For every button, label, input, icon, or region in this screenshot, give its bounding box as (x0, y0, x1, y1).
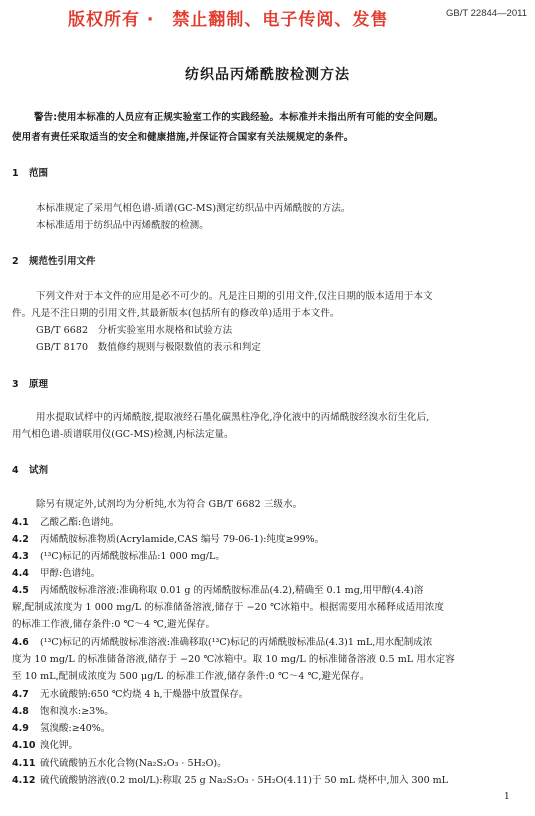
item-continuation: 的标准工作液,储存条件:0 ℃～4 ℃,避光保存。 (12, 619, 216, 630)
section-heading-principle (12, 376, 48, 390)
normative-line-1: 下列文件对于本文件的应用是必不可少的。凡是注日期的引用文件,仅注日期的版本适用于本文 (36, 291, 433, 302)
item-number: 4.1 (12, 517, 29, 528)
item-number: 4.10 (12, 740, 36, 751)
item-number: 4.5 (12, 585, 29, 596)
page-number: 1 (504, 792, 510, 802)
section-title: 原理 (29, 379, 49, 390)
scope-line-2: 本标准适用于纺织品中丙烯酰胺的检测。 (36, 220, 209, 231)
section-title: 规范性引用文件 (29, 256, 96, 267)
list-item (12, 565, 100, 579)
normative-ref-1: GB/T 6682 分析实验室用水规格和试验方法 (36, 325, 233, 336)
principle-line-1: 用水提取试样中的丙烯酰胺,提取液经石墨化碳黑柱净化,净化液中的丙烯酰胺经溴水衍生化后, (36, 412, 430, 423)
list-item (12, 514, 119, 528)
section-title: 试剂 (29, 465, 49, 476)
section-number: 3 (12, 379, 19, 390)
item-number: 4.3 (12, 551, 29, 562)
item-text: 丙烯酰胺标准物质(Acrylamide,CAS 编号 79-06-1):纯度≥99%。 (40, 534, 325, 545)
warning-line-1: 警告:使用本标准的人员应有正规实验室工作的实践经验。本标准并未指出所有可能的安全问题。 (34, 112, 444, 123)
item-text: 氢溴酸:≥40%。 (40, 723, 111, 734)
item-continuation: 解,配制成浓度为 1 000 mg/L 的标准储备溶液,储存于 −20 ℃冰箱中。根据需要用水稀释成适用浓度 (12, 602, 445, 613)
reagents-intro: 除另有规定外,试剂均为分析纯,水为符合 GB/T 6682 三级水。 (36, 499, 303, 510)
item-text: 饱和溴水:≥3%。 (40, 706, 114, 717)
item-number: 4.11 (12, 758, 36, 769)
item-number: 4.6 (12, 637, 29, 648)
list-item (12, 531, 324, 545)
warning-line-2: 使用者有责任采取适当的安全和健康措施,并保证符合国家有关法规规定的条件。 (12, 132, 354, 143)
scope-line-1: 本标准规定了采用气相色谱-质谱(GC-MS)测定纺织品中丙烯酰胺的方法。 (36, 203, 351, 214)
normative-line-2: 件。凡是不注日期的引用文件,其最新版本(包括所有的修改单)适用于本文件。 (12, 308, 340, 319)
item-number: 4.4 (12, 568, 29, 579)
item-number: 4.9 (12, 723, 29, 734)
item-text: (¹³C)标记的丙烯酰胺标准品:1 000 mg/L。 (40, 551, 225, 562)
item-continuation: 度为 10 mg/L 的标准储备溶液,储存于 −20 ℃冰箱中。取 10 mg/L 的标准储备溶液 0.5 mL 用水定容 (12, 654, 455, 665)
list-item (12, 720, 110, 734)
document-title: 纺织品丙烯酰胺检测方法 (185, 67, 350, 83)
list-item (12, 582, 423, 596)
item-continuation: 至 10 mL,配制成浓度为 500 μg/L 的标准工作液,储存条件:0 ℃～4 ℃,避光保存。 (12, 671, 370, 682)
normative-ref-2: GB/T 8170 数值修约规则与极限数值的表示和判定 (36, 342, 262, 353)
section-number: 1 (12, 168, 19, 179)
copyright-watermark: 版权所有 · 禁止翻制、电子传阅、发售 (68, 10, 389, 30)
item-text: 无水硫酸钠:650 ℃灼烧 4 h,干燥器中放置保存。 (40, 689, 249, 700)
section-heading-scope (12, 165, 48, 179)
item-text: 丙烯酰胺标准溶液:准确称取 0.01 g 的丙烯酰胺标准品(4.2),精确至 0.1 mg,用甲醇(4.4)溶 (40, 585, 424, 596)
item-number: 4.2 (12, 534, 29, 545)
item-text: (¹³C)标记的丙烯酰胺标准溶液:准确移取(¹³C)标记的丙烯酰胺标准品(4.3)1 mL,用水配制成浓 (40, 637, 433, 648)
item-text: 乙酸乙酯:色谱纯。 (40, 517, 120, 528)
standard-number: GB/T 22844—2011 (446, 8, 527, 19)
item-text: 硫代硫酸钠五水化合物(Na₂S₂O₃ · 5H₂O)。 (40, 758, 227, 769)
list-item (12, 772, 448, 786)
section-heading-reagents (12, 462, 48, 476)
item-text: 甲醇:色谱纯。 (40, 568, 101, 579)
list-item (12, 737, 78, 751)
list-item (12, 548, 225, 562)
item-number: 4.12 (12, 775, 36, 786)
warning-paragraph (12, 108, 524, 148)
item-text: 溴化钾。 (40, 740, 79, 751)
item-text: 硫代硫酸钠溶液(0.2 mol/L):称取 25 g Na₂S₂O₃ · 5H₂O(4.11)于 50 mL 烧杯中,加入 300 mL (40, 775, 448, 786)
list-item (12, 686, 248, 700)
section-number: 4 (12, 465, 19, 476)
item-number: 4.8 (12, 706, 29, 717)
item-number: 4.7 (12, 689, 29, 700)
section-heading-normative (12, 253, 96, 267)
section-number: 2 (12, 256, 19, 267)
section-title: 范围 (29, 168, 49, 179)
list-item (12, 755, 227, 769)
list-item (12, 634, 432, 648)
list-item (12, 703, 114, 717)
principle-line-2: 用气相色谱-质谱联用仪(GC-MS)检测,内标法定量。 (12, 429, 234, 440)
